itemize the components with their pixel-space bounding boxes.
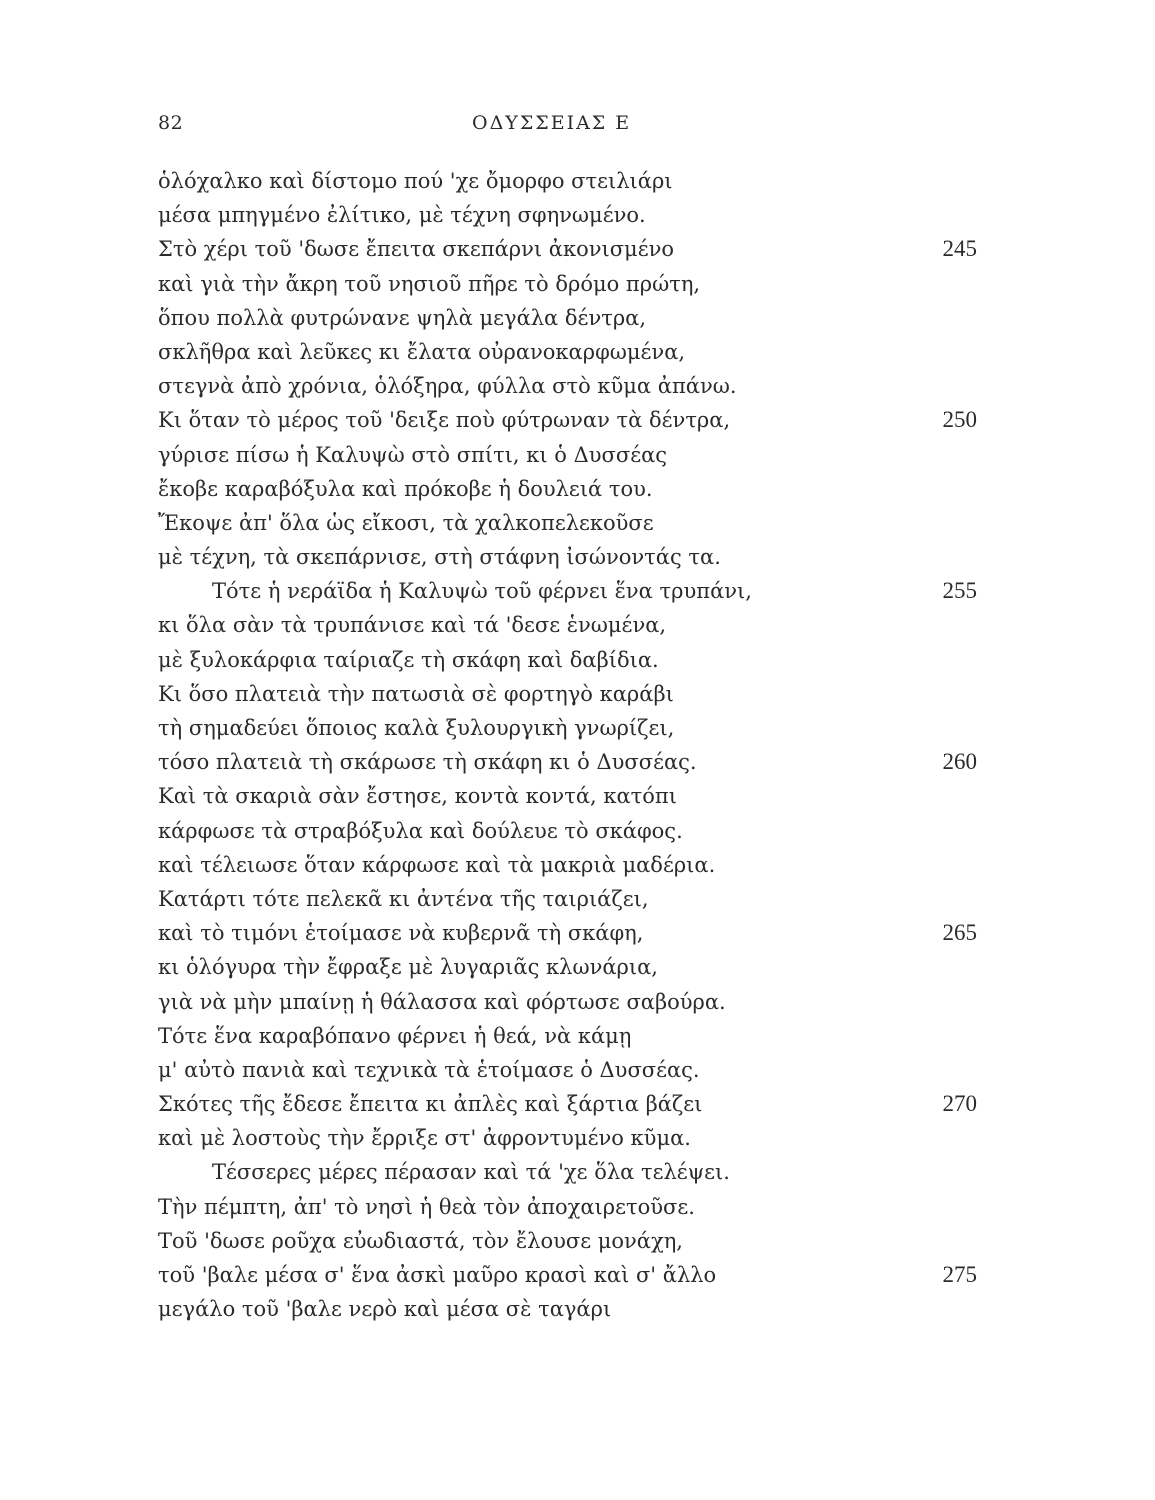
- verse-line: [0, 950, 1155, 984]
- verse-line: [0, 301, 1155, 335]
- verse-text: ὁλόχαλκο καὶ δίστομο πού 'χε ὄμορφο στειλιάρι: [158, 169, 673, 193]
- verse-text: Κατάρτι τότε πελεκᾶ κι ἀντένα τῆς ταιριάζει,: [158, 886, 649, 911]
- verse-line: [0, 403, 1155, 437]
- verse-line: [0, 540, 1155, 574]
- verse-line: [0, 1121, 1155, 1155]
- verse-line: [0, 643, 1155, 677]
- verse-line: [0, 438, 1155, 472]
- verse-line: [0, 985, 1155, 1019]
- poem-body: [0, 164, 1155, 1326]
- verse-text: τὴ σημαδεύει ὅποιος καλὰ ξυλουργικὴ γνωρίζει,: [158, 716, 675, 740]
- line-number: 275: [942, 1262, 977, 1287]
- line-number: 245: [942, 236, 977, 262]
- verse-line: [0, 608, 1155, 642]
- verse-text: Καὶ τὰ σκαριὰ σὰν ἔστησε, κοντὰ κοντά, κατόπι: [158, 784, 677, 809]
- verse-text: κι ὅλα σὰν τὰ τρυπάνισε καὶ τά 'δεσε ἑνωμένα,: [158, 613, 667, 638]
- verse-text: Τὴν πέμπτη, ἀπ' τὸ νησὶ ἡ θεὰ τὸν ἀποχαιρετοῦσε.: [158, 1194, 695, 1219]
- verse-line: [0, 814, 1155, 848]
- verse-line: [0, 1155, 1155, 1189]
- verse-line: [0, 779, 1155, 813]
- verse-line: [0, 198, 1155, 232]
- verse-line: [0, 1292, 1155, 1326]
- line-number: 255: [942, 578, 977, 604]
- verse-line: [0, 745, 1155, 779]
- verse-text: ἔκοβε καραβόξυλα καὶ πρόκοβε ἡ δουλειά του.: [158, 476, 653, 501]
- verse-line: [0, 164, 1155, 198]
- verse-text: κάρφωσε τὰ στραβόξυλα καὶ δούλευε τὸ σκάφος.: [158, 818, 683, 843]
- verse-line: [0, 267, 1155, 301]
- verse-text: καὶ τὸ τιμόνι ἑτοίμασε νὰ κυβερνᾶ τὴ σκάφη,: [158, 921, 644, 946]
- verse-text: σκλῆθρα καὶ λεῦκες κι ἔλατα οὐρανοκαρφωμένα,: [158, 339, 686, 364]
- verse-text: ὅπου πολλὰ φυτρώνανε ψηλὰ μεγάλα δέντρα,: [158, 305, 647, 330]
- verse-text: καὶ τέλειωσε ὅταν κάρφωσε καὶ τὰ μακριὰ μαδέρια.: [158, 852, 716, 877]
- verse-text: μὲ τέχνη, τὰ σκεπάρνισε, στὴ στάφνη ἰσώνοντάς τα.: [158, 545, 721, 570]
- verse-line: [0, 335, 1155, 369]
- verse-text: Τέσσερες μέρες πέρασαν καὶ τά 'χε ὅλα τελέψει.: [212, 1160, 730, 1185]
- verse-text: τόσο πλατειὰ τὴ σκάρωσε τὴ σκάφη κι ὁ Δυσσέας.: [158, 750, 697, 775]
- verse-text: Κι ὅταν τὸ μέρος τοῦ 'δειξε ποὺ φύτρωναν τὰ δέντρα,: [158, 408, 731, 433]
- verse-text: Ἔκοψε ἀπ' ὅλα ὡς εἴκοσι, τὰ χαλκοπελεκοῦσε: [158, 510, 654, 535]
- verse-line: [0, 916, 1155, 950]
- verse-text: Τοῦ 'δωσε ροῦχα εὐωδιαστά, τὸν ἔλουσε μονάχη,: [158, 1228, 683, 1253]
- verse-line: [0, 506, 1155, 540]
- verse-text: Κι ὅσο πλατειὰ τὴν πατωσιὰ σὲ φορτηγὸ καράβι: [158, 681, 674, 706]
- verse-text: κι ὁλόγυρα τὴν ἔφραξε μὲ λυγαριᾶς κλωνάρια,: [158, 955, 658, 980]
- verse-line: [0, 1224, 1155, 1258]
- verse-line: [0, 1019, 1155, 1053]
- page-number: 82: [158, 112, 184, 134]
- verse-text: μεγάλο τοῦ 'βαλε νερὸ καὶ μέσα σὲ ταγάρι: [158, 1297, 612, 1322]
- line-number: 260: [942, 749, 977, 775]
- line-number: 270: [942, 1091, 977, 1117]
- verse-text: μὲ ξυλοκάρφια ταίριαζε τὴ σκάφη καὶ δαβίδια.: [158, 647, 659, 672]
- verse-text: Στὸ χέρι τοῦ 'δωσε ἔπειτα σκεπάρνι ἀκονισμένο: [158, 237, 674, 262]
- verse-text: Τότε ἡ νεράϊδα ἡ Καλυψὼ τοῦ φέρνει ἕνα τρυπάνι,: [212, 579, 752, 604]
- verse-line: [0, 1190, 1155, 1224]
- verse-text: μ' αὐτὸ πανιὰ καὶ τεχνικὰ τὰ ἑτοίμασε ὁ Δυσσέας.: [158, 1057, 700, 1082]
- verse-line: [0, 232, 1155, 266]
- verse-line: [0, 1258, 1155, 1292]
- verse-text: Τότε ἕνα καραβόπανο φέρνει ἡ θεά, νὰ κάμῃ: [158, 1023, 632, 1048]
- verse-text: Σκότες τῆς ἔδεσε ἔπειτα κι ἀπλὲς καὶ ξάρτια βάζει: [158, 1092, 703, 1117]
- verse-text: γύρισε πίσω ἡ Καλυψὼ στὸ σπίτι, κι ὁ Δυσσέας: [158, 442, 668, 467]
- verse-text: τοῦ 'βαλε μέσα σ' ἕνα ἀσκὶ μαῦρο κρασὶ καὶ σ' ἄλλο: [158, 1263, 717, 1287]
- verse-line: [0, 677, 1155, 711]
- verse-text: μέσα μπηγμένο ἐλίτικο, μὲ τέχνη σφηνωμένο.: [158, 203, 646, 228]
- verse-line: [0, 472, 1155, 506]
- line-number: 250: [942, 407, 977, 433]
- verse-line: [0, 1087, 1155, 1121]
- verse-text: στεγνὰ ἀπὸ χρόνια, ὁλόξηρα, φύλλα στὸ κῦμα ἀπάνω.: [158, 374, 737, 399]
- verse-text: καὶ μὲ λοστοὺς τὴν ἔρριξε στ' ἀφροντυμένο κῦμα.: [158, 1126, 691, 1151]
- running-title: ΟΔΥΣΣΕΙΑΣ Ε: [472, 112, 632, 134]
- verse-text: γιὰ νὰ μὴν μπαίνῃ ἡ θάλασσα καὶ φόρτωσε σαβούρα.: [158, 989, 726, 1014]
- verse-line: [0, 574, 1155, 608]
- verse-line: [0, 1053, 1155, 1087]
- page-header: [0, 112, 1155, 142]
- verse-text: καὶ γιὰ τὴν ἄκρη τοῦ νησιοῦ πῆρε τὸ δρόμο πρώτη,: [158, 271, 701, 296]
- verse-line: [0, 711, 1155, 745]
- verse-line: [0, 369, 1155, 403]
- verse-line: [0, 882, 1155, 916]
- verse-line: [0, 848, 1155, 882]
- line-number: 265: [942, 920, 977, 946]
